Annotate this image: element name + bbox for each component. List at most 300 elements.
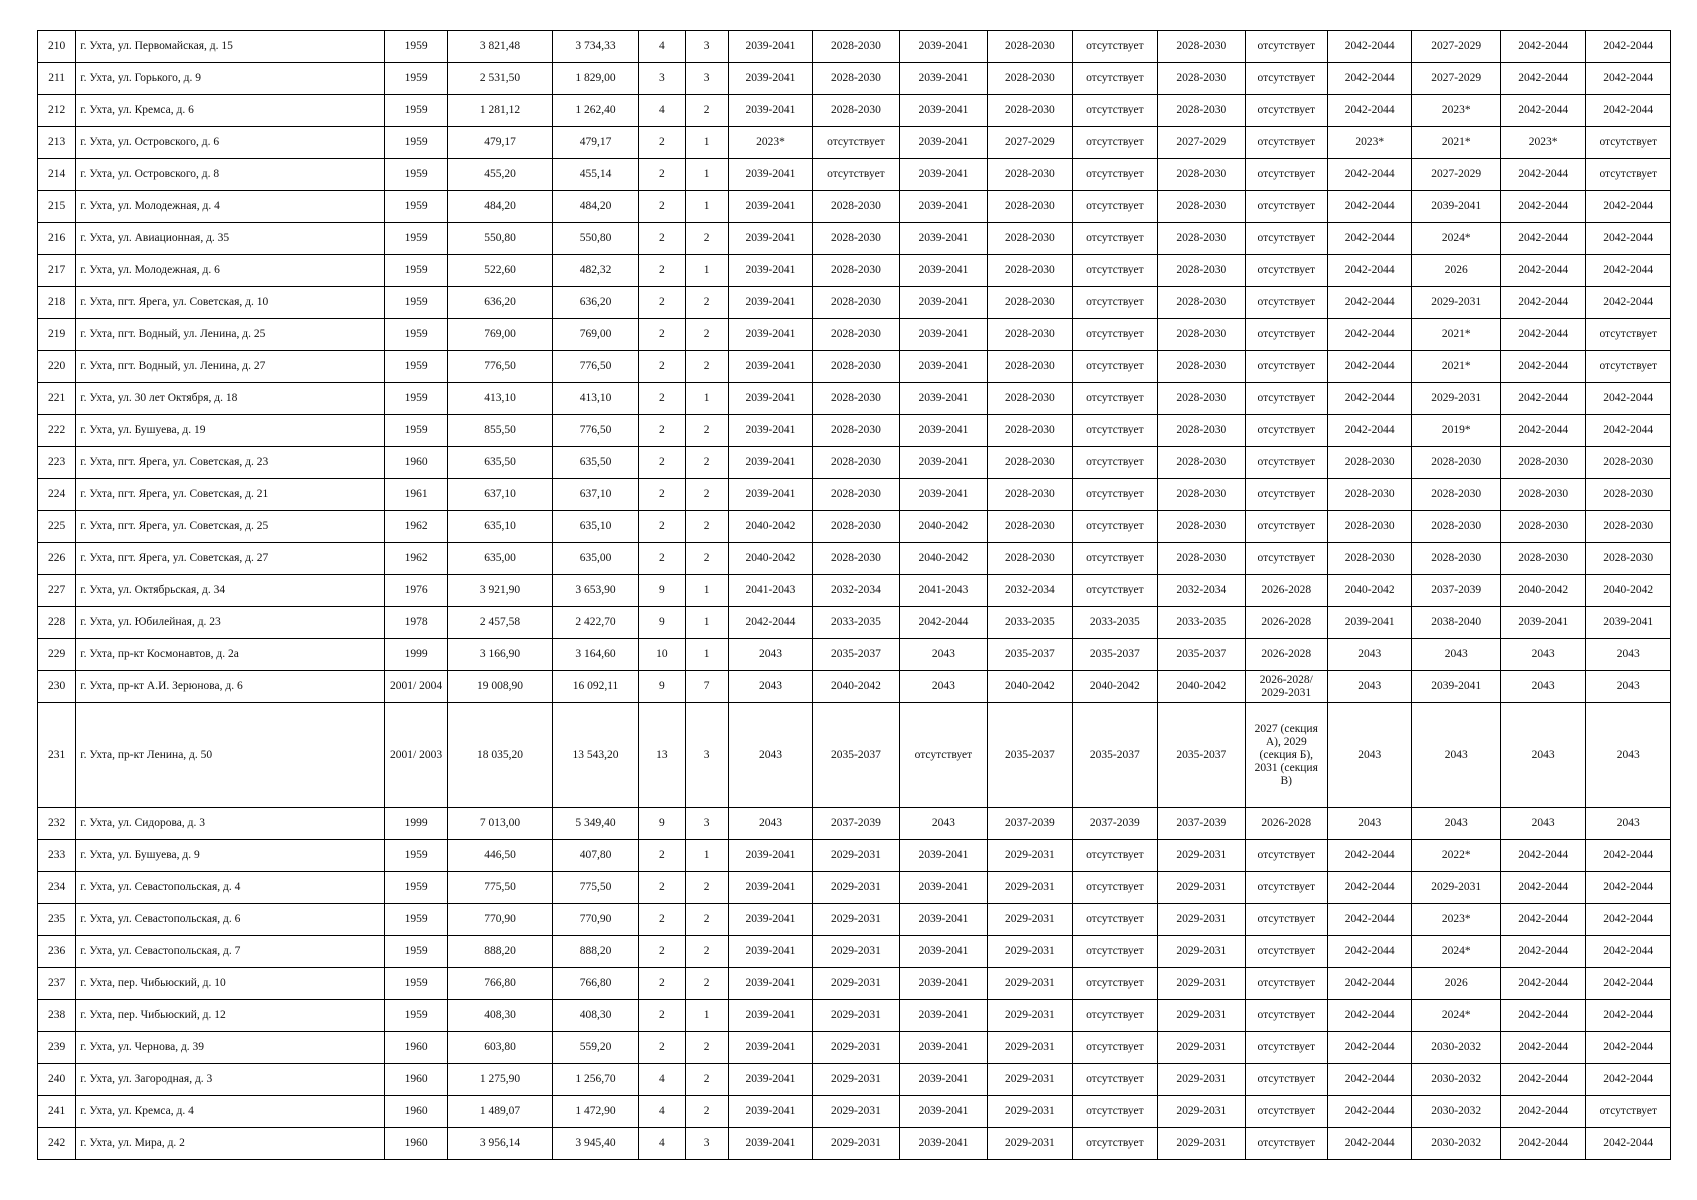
cell-work-2: 2028-2030	[813, 287, 899, 319]
cell-work-3: 2039-2041	[899, 255, 987, 287]
cell-work-4: 2028-2030	[988, 543, 1072, 575]
cell-work-8: 2042-2044	[1328, 415, 1412, 447]
cell-floors: 2	[639, 351, 685, 383]
cell-work-7: отсутствует	[1245, 351, 1327, 383]
cell-floors: 2	[639, 840, 685, 872]
cell-work-8: 2043	[1328, 639, 1412, 671]
cell-work-6: 2028-2030	[1158, 95, 1245, 127]
cell-entrances: 3	[685, 1128, 728, 1160]
cell-row-number: 220	[38, 351, 76, 383]
cell-living-area: 455,14	[552, 159, 638, 191]
cell-entrances: 1	[685, 127, 728, 159]
cell-work-10: 2023*	[1500, 127, 1585, 159]
cell-address: г. Ухта, ул. Севастопольская, д. 7	[76, 936, 385, 968]
cell-work-2: 2028-2030	[813, 95, 899, 127]
cell-work-3: 2039-2041	[899, 840, 987, 872]
cell-work-9: 2037-2039	[1412, 575, 1500, 607]
cell-work-1: 2039-2041	[728, 1128, 812, 1160]
cell-work-8: 2042-2044	[1328, 319, 1412, 351]
cell-work-10: 2039-2041	[1500, 607, 1585, 639]
cell-work-9: 2029-2031	[1412, 383, 1500, 415]
cell-work-2: 2028-2030	[813, 255, 899, 287]
cell-work-2: отсутствует	[813, 159, 899, 191]
cell-construction-year: 1962	[384, 543, 447, 575]
cell-entrances: 2	[685, 1064, 728, 1096]
cell-address: г. Ухта, пр-кт А.И. Зерюнова, д. 6	[76, 671, 385, 703]
cell-living-area: 550,80	[552, 223, 638, 255]
cell-floors: 2	[639, 904, 685, 936]
cell-living-area: 635,10	[552, 511, 638, 543]
cell-work-10: 2042-2044	[1500, 840, 1585, 872]
cell-work-2: 2028-2030	[813, 31, 899, 63]
cell-work-7: 2027 (секция А), 2029 (секция Б), 2031 (секция В)	[1245, 703, 1327, 808]
table-row	[38, 415, 1671, 447]
cell-total-area: 888,20	[448, 936, 553, 968]
cell-work-8: 2042-2044	[1328, 287, 1412, 319]
cell-construction-year: 1959	[384, 223, 447, 255]
cell-total-area: 7 013,00	[448, 808, 553, 840]
cell-construction-year: 1961	[384, 479, 447, 511]
cell-work-11: 2040-2042	[1586, 575, 1671, 607]
cell-work-9: 2026	[1412, 255, 1500, 287]
cell-work-5: отсутствует	[1072, 543, 1157, 575]
cell-floors: 9	[639, 671, 685, 703]
cell-work-3: 2039-2041	[899, 1000, 987, 1032]
cell-work-6: 2027-2029	[1158, 127, 1245, 159]
cell-work-1: 2039-2041	[728, 351, 812, 383]
cell-work-7: отсутствует	[1245, 1128, 1327, 1160]
cell-total-area: 603,80	[448, 1032, 553, 1064]
cell-construction-year: 1960	[384, 1128, 447, 1160]
cell-work-4: 2028-2030	[988, 255, 1072, 287]
cell-work-8: 2042-2044	[1328, 1000, 1412, 1032]
cell-address: г. Ухта, ул. Молодежная, д. 4	[76, 191, 385, 223]
cell-work-11: 2042-2044	[1586, 415, 1671, 447]
cell-work-11: 2042-2044	[1586, 968, 1671, 1000]
cell-work-11: 2042-2044	[1586, 840, 1671, 872]
cell-work-7: 2026-2028	[1245, 607, 1327, 639]
cell-work-11: 2042-2044	[1586, 872, 1671, 904]
cell-work-8: 2042-2044	[1328, 191, 1412, 223]
cell-work-8: 2042-2044	[1328, 1064, 1412, 1096]
table-row	[38, 191, 1671, 223]
cell-work-5: отсутствует	[1072, 1128, 1157, 1160]
cell-total-area: 413,10	[448, 383, 553, 415]
cell-total-area: 550,80	[448, 223, 553, 255]
cell-work-8: 2042-2044	[1328, 255, 1412, 287]
cell-total-area: 636,20	[448, 287, 553, 319]
cell-total-area: 635,00	[448, 543, 553, 575]
cell-work-1: 2039-2041	[728, 1096, 812, 1128]
cell-work-2: 2029-2031	[813, 872, 899, 904]
cell-living-area: 16 092,11	[552, 671, 638, 703]
cell-floors: 2	[639, 255, 685, 287]
cell-work-6: 2028-2030	[1158, 191, 1245, 223]
cell-work-2: 2028-2030	[813, 415, 899, 447]
cell-living-area: 769,00	[552, 319, 638, 351]
cell-address: г. Ухта, пер. Чибьюский, д. 12	[76, 1000, 385, 1032]
cell-living-area: 413,10	[552, 383, 638, 415]
cell-work-3: 2040-2042	[899, 511, 987, 543]
cell-total-area: 1 489,07	[448, 1096, 553, 1128]
cell-work-3: 2039-2041	[899, 904, 987, 936]
cell-work-1: 2043	[728, 808, 812, 840]
cell-work-8: 2043	[1328, 808, 1412, 840]
table-row	[38, 607, 1671, 639]
cell-work-11: 2042-2044	[1586, 95, 1671, 127]
cell-row-number: 232	[38, 808, 76, 840]
cell-entrances: 3	[685, 703, 728, 808]
cell-work-6: 2028-2030	[1158, 63, 1245, 95]
cell-work-3: 2039-2041	[899, 63, 987, 95]
cell-construction-year: 2001/ 2004	[384, 671, 447, 703]
cell-work-5: отсутствует	[1072, 255, 1157, 287]
cell-living-area: 3 734,33	[552, 31, 638, 63]
cell-entrances: 2	[685, 872, 728, 904]
cell-work-5: отсутствует	[1072, 1064, 1157, 1096]
cell-work-5: отсутствует	[1072, 936, 1157, 968]
cell-work-9: 2043	[1412, 639, 1500, 671]
cell-work-11: отсутствует	[1586, 159, 1671, 191]
cell-work-7: отсутствует	[1245, 223, 1327, 255]
cell-work-6: 2028-2030	[1158, 543, 1245, 575]
table-row	[38, 447, 1671, 479]
cell-total-area: 770,90	[448, 904, 553, 936]
cell-construction-year: 1959	[384, 31, 447, 63]
cell-work-9: 2026	[1412, 968, 1500, 1000]
cell-entrances: 2	[685, 95, 728, 127]
cell-work-7: отсутствует	[1245, 319, 1327, 351]
cell-row-number: 238	[38, 1000, 76, 1032]
cell-total-area: 3 921,90	[448, 575, 553, 607]
cell-row-number: 237	[38, 968, 76, 1000]
cell-construction-year: 1959	[384, 319, 447, 351]
cell-floors: 4	[639, 1128, 685, 1160]
cell-address: г. Ухта, пгт. Водный, ул. Ленина, д. 25	[76, 319, 385, 351]
cell-work-3: 2039-2041	[899, 351, 987, 383]
cell-address: г. Ухта, ул. Первомайская, д. 15	[76, 31, 385, 63]
cell-work-3: 2039-2041	[899, 1032, 987, 1064]
cell-work-3: 2039-2041	[899, 319, 987, 351]
cell-work-11: 2042-2044	[1586, 287, 1671, 319]
cell-work-5: отсутствует	[1072, 840, 1157, 872]
cell-living-area: 5 349,40	[552, 808, 638, 840]
cell-total-area: 2 457,58	[448, 607, 553, 639]
cell-work-6: 2035-2037	[1158, 703, 1245, 808]
cell-work-5: отсутствует	[1072, 1000, 1157, 1032]
cell-work-9: 2028-2030	[1412, 447, 1500, 479]
cell-entrances: 1	[685, 1000, 728, 1032]
cell-address: г. Ухта, ул. Чернова, д. 39	[76, 1032, 385, 1064]
cell-row-number: 234	[38, 872, 76, 904]
cell-work-4: 2037-2039	[988, 808, 1072, 840]
cell-work-11: 2042-2044	[1586, 63, 1671, 95]
cell-work-2: 2029-2031	[813, 936, 899, 968]
cell-work-5: отсутствует	[1072, 95, 1157, 127]
cell-work-11: 2028-2030	[1586, 543, 1671, 575]
cell-work-4: 2028-2030	[988, 479, 1072, 511]
cell-work-7: отсутствует	[1245, 840, 1327, 872]
cell-work-9: 2028-2030	[1412, 479, 1500, 511]
cell-work-10: 2042-2044	[1500, 1096, 1585, 1128]
cell-work-3: 2043	[899, 639, 987, 671]
cell-work-3: 2039-2041	[899, 159, 987, 191]
cell-construction-year: 1959	[384, 351, 447, 383]
cell-work-3: 2039-2041	[899, 872, 987, 904]
cell-work-9: 2024*	[1412, 223, 1500, 255]
cell-work-7: отсутствует	[1245, 255, 1327, 287]
cell-floors: 4	[639, 1096, 685, 1128]
cell-work-2: 2029-2031	[813, 904, 899, 936]
cell-floors: 2	[639, 191, 685, 223]
cell-work-9: 2043	[1412, 703, 1500, 808]
table-row	[38, 1000, 1671, 1032]
cell-floors: 2	[639, 159, 685, 191]
cell-work-10: 2042-2044	[1500, 319, 1585, 351]
cell-work-1: 2023*	[728, 127, 812, 159]
cell-work-1: 2039-2041	[728, 255, 812, 287]
cell-floors: 13	[639, 703, 685, 808]
cell-work-7: отсутствует	[1245, 968, 1327, 1000]
cell-work-6: 2029-2031	[1158, 1064, 1245, 1096]
cell-work-1: 2039-2041	[728, 1000, 812, 1032]
cell-floors: 4	[639, 95, 685, 127]
cell-row-number: 211	[38, 63, 76, 95]
cell-work-6: 2029-2031	[1158, 936, 1245, 968]
cell-work-5: отсутствует	[1072, 351, 1157, 383]
cell-living-area: 770,90	[552, 904, 638, 936]
cell-work-7: 2026-2028/ 2029-2031	[1245, 671, 1327, 703]
cell-row-number: 226	[38, 543, 76, 575]
cell-work-5: 2040-2042	[1072, 671, 1157, 703]
cell-work-10: 2042-2044	[1500, 1032, 1585, 1064]
cell-work-10: 2042-2044	[1500, 191, 1585, 223]
cell-construction-year: 1959	[384, 287, 447, 319]
cell-work-10: 2043	[1500, 671, 1585, 703]
cell-work-10: 2043	[1500, 703, 1585, 808]
cell-living-area: 1 472,90	[552, 1096, 638, 1128]
table-row	[38, 840, 1671, 872]
cell-floors: 2	[639, 319, 685, 351]
cell-floors: 9	[639, 575, 685, 607]
cell-work-8: 2042-2044	[1328, 904, 1412, 936]
cell-work-10: 2028-2030	[1500, 479, 1585, 511]
cell-work-4: 2033-2035	[988, 607, 1072, 639]
cell-work-4: 2035-2037	[988, 703, 1072, 808]
table-row	[38, 383, 1671, 415]
cell-work-3: 2039-2041	[899, 415, 987, 447]
cell-work-5: отсутствует	[1072, 223, 1157, 255]
cell-total-area: 635,10	[448, 511, 553, 543]
cell-work-10: 2028-2030	[1500, 543, 1585, 575]
cell-floors: 9	[639, 808, 685, 840]
cell-address: г. Ухта, пр-кт Ленина, д. 50	[76, 703, 385, 808]
cell-work-7: отсутствует	[1245, 479, 1327, 511]
cell-address: г. Ухта, ул. Севастопольская, д. 4	[76, 872, 385, 904]
cell-work-7: 2026-2028	[1245, 808, 1327, 840]
cell-work-7: отсутствует	[1245, 63, 1327, 95]
cell-work-9: 2028-2030	[1412, 511, 1500, 543]
cell-work-11: 2028-2030	[1586, 447, 1671, 479]
cell-construction-year: 1959	[384, 95, 447, 127]
cell-entrances: 1	[685, 639, 728, 671]
cell-row-number: 239	[38, 1032, 76, 1064]
cell-entrances: 1	[685, 255, 728, 287]
cell-work-2: 2028-2030	[813, 191, 899, 223]
cell-address: г. Ухта, пер. Чибьюский, д. 10	[76, 968, 385, 1000]
cell-work-11: 2042-2044	[1586, 1032, 1671, 1064]
table-row	[38, 1032, 1671, 1064]
cell-total-area: 776,50	[448, 351, 553, 383]
cell-work-2: 2029-2031	[813, 968, 899, 1000]
cell-construction-year: 1960	[384, 447, 447, 479]
cell-work-8: 2042-2044	[1328, 223, 1412, 255]
cell-work-8: 2039-2041	[1328, 607, 1412, 639]
cell-work-5: отсутствует	[1072, 127, 1157, 159]
cell-work-6: 2028-2030	[1158, 511, 1245, 543]
cell-work-8: 2042-2044	[1328, 63, 1412, 95]
cell-work-3: 2039-2041	[899, 447, 987, 479]
cell-work-3: 2039-2041	[899, 127, 987, 159]
cell-work-2: 2035-2037	[813, 703, 899, 808]
cell-work-9: 2039-2041	[1412, 191, 1500, 223]
cell-total-area: 484,20	[448, 191, 553, 223]
cell-work-7: отсутствует	[1245, 415, 1327, 447]
cell-total-area: 775,50	[448, 872, 553, 904]
cell-address: г. Ухта, пр-кт Космонавтов, д. 2а	[76, 639, 385, 671]
cell-row-number: 228	[38, 607, 76, 639]
cell-work-7: отсутствует	[1245, 511, 1327, 543]
cell-entrances: 2	[685, 319, 728, 351]
cell-work-5: отсутствует	[1072, 968, 1157, 1000]
cell-work-3: 2041-2043	[899, 575, 987, 607]
cell-work-1: 2040-2042	[728, 543, 812, 575]
cell-entrances: 2	[685, 543, 728, 575]
cell-work-2: 2029-2031	[813, 1096, 899, 1128]
cell-work-10: 2040-2042	[1500, 575, 1585, 607]
cell-work-11: отсутствует	[1586, 319, 1671, 351]
cell-work-7: отсутствует	[1245, 383, 1327, 415]
cell-row-number: 230	[38, 671, 76, 703]
cell-work-3: 2039-2041	[899, 1128, 987, 1160]
cell-work-10: 2042-2044	[1500, 31, 1585, 63]
table-row	[38, 543, 1671, 575]
cell-work-4: 2028-2030	[988, 415, 1072, 447]
cell-work-8: 2042-2044	[1328, 1128, 1412, 1160]
cell-work-11: 2043	[1586, 808, 1671, 840]
cell-total-area: 3 821,48	[448, 31, 553, 63]
cell-living-area: 637,10	[552, 479, 638, 511]
cell-work-10: 2043	[1500, 639, 1585, 671]
cell-work-4: 2028-2030	[988, 63, 1072, 95]
cell-work-6: 2028-2030	[1158, 415, 1245, 447]
cell-work-1: 2039-2041	[728, 223, 812, 255]
cell-work-7: отсутствует	[1245, 1096, 1327, 1128]
cell-address: г. Ухта, пгт. Ярега, ул. Советская, д. 27	[76, 543, 385, 575]
cell-work-4: 2035-2037	[988, 639, 1072, 671]
cell-work-9: 2030-2032	[1412, 1096, 1500, 1128]
cell-construction-year: 1976	[384, 575, 447, 607]
cell-entrances: 2	[685, 904, 728, 936]
cell-living-area: 635,00	[552, 543, 638, 575]
cell-floors: 2	[639, 479, 685, 511]
cell-work-1: 2039-2041	[728, 159, 812, 191]
cell-work-3: 2043	[899, 671, 987, 703]
cell-work-4: 2028-2030	[988, 319, 1072, 351]
table-row	[38, 671, 1671, 703]
cell-work-9: 2038-2040	[1412, 607, 1500, 639]
cell-work-4: 2029-2031	[988, 1000, 1072, 1032]
cell-work-4: 2040-2042	[988, 671, 1072, 703]
cell-total-area: 1 281,12	[448, 95, 553, 127]
cell-address: г. Ухта, ул. Сидорова, д. 3	[76, 808, 385, 840]
cell-work-11: 2042-2044	[1586, 904, 1671, 936]
cell-work-6: 2028-2030	[1158, 255, 1245, 287]
cell-total-area: 3 956,14	[448, 1128, 553, 1160]
cell-work-2: 2040-2042	[813, 671, 899, 703]
cell-total-area: 637,10	[448, 479, 553, 511]
cell-row-number: 224	[38, 479, 76, 511]
cell-row-number: 231	[38, 703, 76, 808]
cell-work-5: отсутствует	[1072, 872, 1157, 904]
cell-work-6: 2037-2039	[1158, 808, 1245, 840]
table-row	[38, 127, 1671, 159]
cell-work-1: 2039-2041	[728, 95, 812, 127]
cell-work-4: 2028-2030	[988, 95, 1072, 127]
table-row	[38, 319, 1671, 351]
cell-work-10: 2042-2044	[1500, 415, 1585, 447]
cell-work-9: 2021*	[1412, 351, 1500, 383]
cell-total-area: 2 531,50	[448, 63, 553, 95]
cell-work-5: 2035-2037	[1072, 703, 1157, 808]
cell-work-6: 2028-2030	[1158, 447, 1245, 479]
cell-row-number: 218	[38, 287, 76, 319]
cell-living-area: 559,20	[552, 1032, 638, 1064]
cell-address: г. Ухта, ул. Бушуева, д. 19	[76, 415, 385, 447]
cell-row-number: 216	[38, 223, 76, 255]
cell-work-3: 2039-2041	[899, 479, 987, 511]
cell-construction-year: 1959	[384, 936, 447, 968]
cell-work-6: 2033-2035	[1158, 607, 1245, 639]
cell-address: г. Ухта, ул. 30 лет Октября, д. 18	[76, 383, 385, 415]
cell-work-1: 2039-2041	[728, 872, 812, 904]
cell-living-area: 636,20	[552, 287, 638, 319]
cell-work-11: 2042-2044	[1586, 936, 1671, 968]
cell-work-6: 2029-2031	[1158, 840, 1245, 872]
cell-row-number: 240	[38, 1064, 76, 1096]
cell-work-8: 2042-2044	[1328, 351, 1412, 383]
cell-work-4: 2028-2030	[988, 351, 1072, 383]
cell-living-area: 776,50	[552, 415, 638, 447]
cell-work-2: 2033-2035	[813, 607, 899, 639]
cell-work-11: 2028-2030	[1586, 479, 1671, 511]
cell-work-5: отсутствует	[1072, 1032, 1157, 1064]
cell-living-area: 766,80	[552, 968, 638, 1000]
cell-row-number: 225	[38, 511, 76, 543]
table-row	[38, 31, 1671, 63]
cell-living-area: 1 262,40	[552, 95, 638, 127]
cell-work-1: 2039-2041	[728, 191, 812, 223]
cell-work-11: 2042-2044	[1586, 1128, 1671, 1160]
cell-work-10: 2042-2044	[1500, 904, 1585, 936]
cell-work-2: 2029-2031	[813, 1000, 899, 1032]
cell-construction-year: 1960	[384, 1032, 447, 1064]
cell-work-11: 2043	[1586, 671, 1671, 703]
cell-work-4: 2029-2031	[988, 1128, 1072, 1160]
cell-work-5: отсутствует	[1072, 191, 1157, 223]
cell-work-11: 2043	[1586, 639, 1671, 671]
table-row	[38, 479, 1671, 511]
